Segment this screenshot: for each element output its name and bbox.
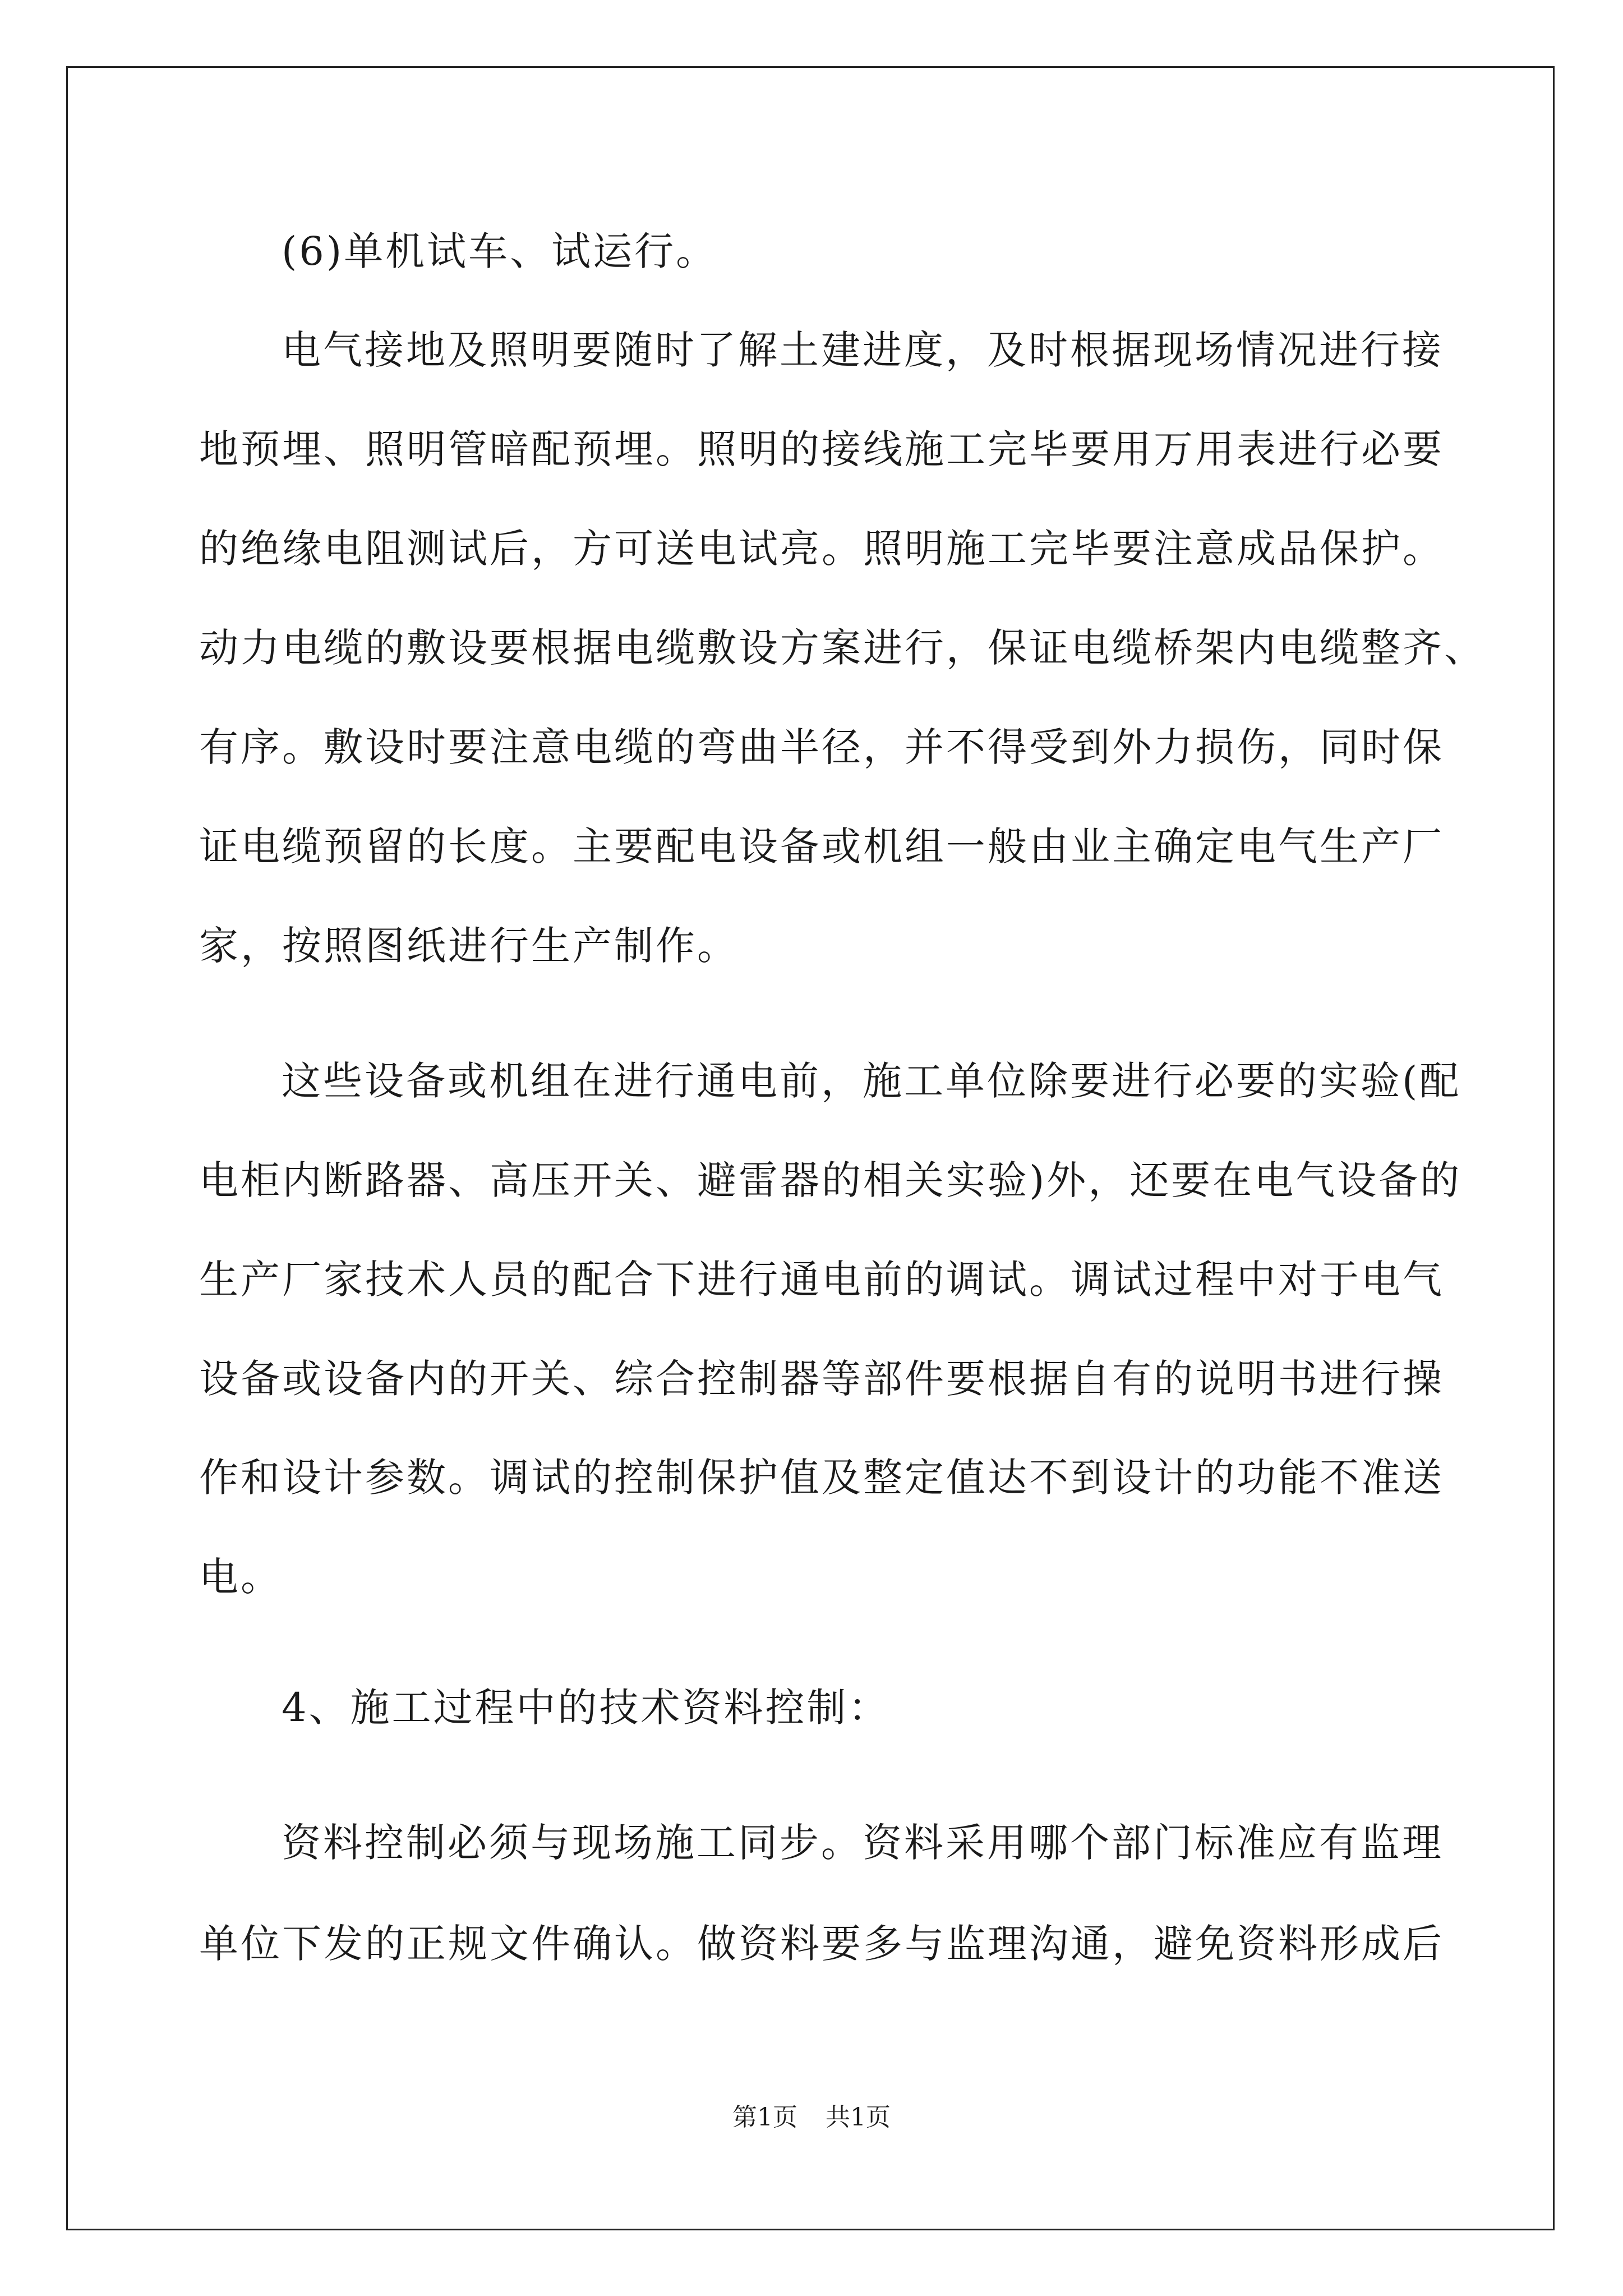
text-line-12: 设备或设备内的开关、综合控制器等部件要根据自有的说明书进行操 xyxy=(199,1356,1444,1402)
text-line-8: 家，按照图纸进行生产制作。 xyxy=(199,923,739,969)
text-line-1: (6)单机试车、试运行。 xyxy=(282,228,718,274)
page-number: 第1页 xyxy=(732,2103,797,2132)
text-line-11: 生产厂家技术人员的配合下进行通电前的调试。调试过程中对于电气 xyxy=(199,1257,1444,1303)
text-line-13: 作和设计参数。调试的控制保护值及整定值达不到设计的功能不准送 xyxy=(199,1455,1444,1501)
text-line-16: 资料控制必须与现场施工同步。资料采用哪个部门标准应有监理 xyxy=(282,1820,1444,1866)
page-footer xyxy=(0,2101,1623,2134)
text-line-9: 这些设备或机组在进行通电前，施工单位除要进行必要的实验(配 xyxy=(282,1058,1461,1104)
page-border xyxy=(66,66,1555,2230)
text-line-17: 单位下发的正规文件确认。做资料要多与监理沟通，避免资料形成后 xyxy=(199,1921,1444,1967)
text-line-14: 电。 xyxy=(199,1554,282,1600)
text-line-2: 电气接地及照明要随时了解土建进度，及时根据现场情况进行接 xyxy=(282,327,1444,373)
text-line-10: 电柜内断路器、高压开关、避雷器的相关实验)外，还要在电气设备的 xyxy=(199,1157,1462,1203)
text-line-3: 地预埋、照明管暗配预埋。照明的接线施工完毕要用万用表进行必要 xyxy=(199,426,1444,472)
page-total: 共1页 xyxy=(826,2103,891,2132)
text-line-6: 有序。敷设时要注意电缆的弯曲半径，并不得受到外力损伤，同时保 xyxy=(199,724,1444,770)
text-line-4: 的绝缘电阻测试后，方可送电试亮。照明施工完毕要注意成品保护。 xyxy=(199,526,1444,572)
text-line-15: 4、施工过程中的技术资料控制： xyxy=(282,1685,890,1731)
text-line-7: 证电缆预留的长度。主要配电设备或机组一般由业主确定电气生产厂 xyxy=(199,823,1444,869)
text-line-5: 动力电缆的敷设要根据电缆敷设方案进行，保证电缆桥架内电缆整齐、 xyxy=(199,625,1486,671)
